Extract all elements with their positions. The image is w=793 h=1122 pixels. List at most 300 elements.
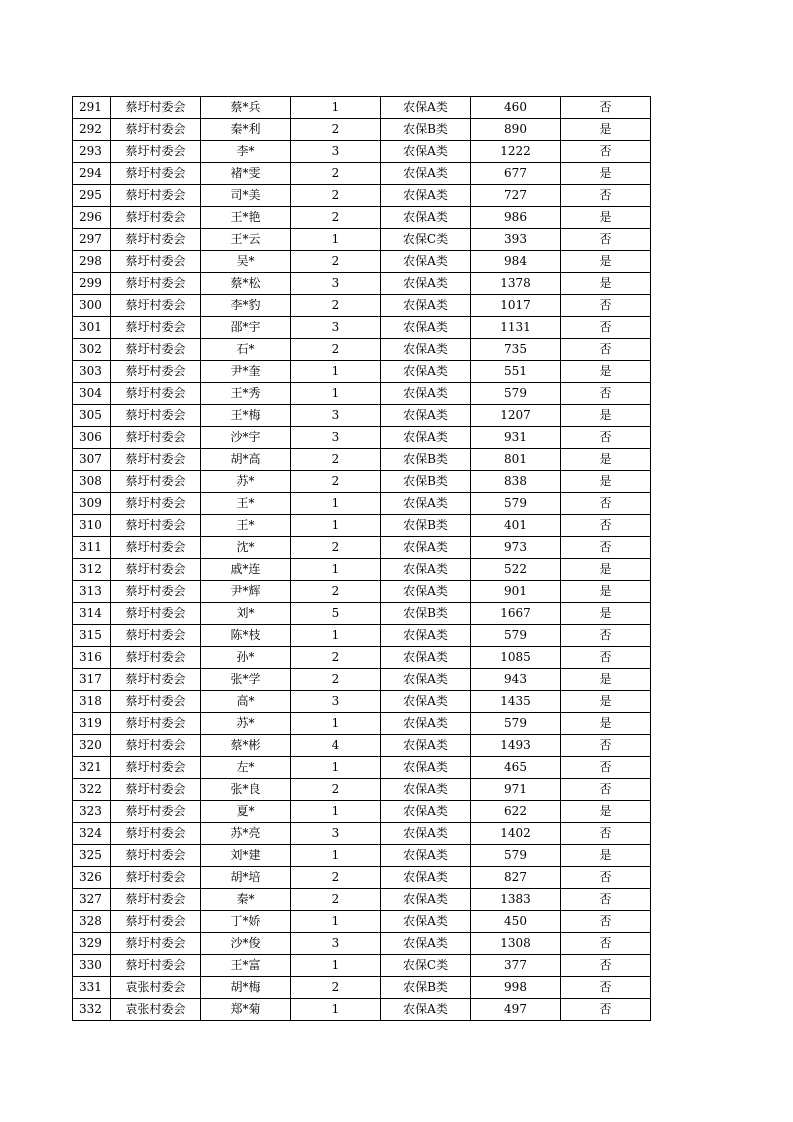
insurance-category-cell: 农保A类 bbox=[381, 757, 471, 779]
flag-yes-no-cell: 否 bbox=[561, 977, 651, 999]
person-name-cell: 王*云 bbox=[201, 229, 291, 251]
table-row bbox=[73, 185, 651, 207]
household-count-cell: 2 bbox=[291, 163, 381, 185]
amount-cell: 579 bbox=[471, 713, 561, 735]
household-count-cell: 2 bbox=[291, 537, 381, 559]
flag-yes-no-cell: 否 bbox=[561, 647, 651, 669]
village-committee-cell: 蔡圩村委会 bbox=[111, 449, 201, 471]
flag-yes-no-cell: 是 bbox=[561, 251, 651, 273]
amount-cell: 522 bbox=[471, 559, 561, 581]
table-row bbox=[73, 757, 651, 779]
row-number-cell: 313 bbox=[73, 581, 111, 603]
row-number-cell: 316 bbox=[73, 647, 111, 669]
insurance-category-cell: 农保A类 bbox=[381, 911, 471, 933]
amount-cell: 1667 bbox=[471, 603, 561, 625]
household-count-cell: 3 bbox=[291, 691, 381, 713]
row-number-cell: 292 bbox=[73, 119, 111, 141]
person-name-cell: 苏* bbox=[201, 471, 291, 493]
insurance-category-cell: 农保A类 bbox=[381, 405, 471, 427]
village-committee-cell: 蔡圩村委会 bbox=[111, 119, 201, 141]
insurance-category-cell: 农保A类 bbox=[381, 295, 471, 317]
household-count-cell: 4 bbox=[291, 735, 381, 757]
person-name-cell: 李* bbox=[201, 141, 291, 163]
village-committee-cell: 蔡圩村委会 bbox=[111, 163, 201, 185]
village-committee-cell: 蔡圩村委会 bbox=[111, 911, 201, 933]
village-committee-cell: 蔡圩村委会 bbox=[111, 735, 201, 757]
village-committee-cell: 蔡圩村委会 bbox=[111, 97, 201, 119]
row-number-cell: 323 bbox=[73, 801, 111, 823]
flag-yes-no-cell: 否 bbox=[561, 493, 651, 515]
amount-cell: 579 bbox=[471, 383, 561, 405]
household-count-cell: 1 bbox=[291, 713, 381, 735]
flag-yes-no-cell: 是 bbox=[561, 163, 651, 185]
flag-yes-no-cell: 否 bbox=[561, 999, 651, 1021]
flag-yes-no-cell: 否 bbox=[561, 317, 651, 339]
table-row bbox=[73, 647, 651, 669]
table-row bbox=[73, 405, 651, 427]
insurance-category-cell: 农保A类 bbox=[381, 493, 471, 515]
person-name-cell: 王*富 bbox=[201, 955, 291, 977]
row-number-cell: 321 bbox=[73, 757, 111, 779]
household-count-cell: 2 bbox=[291, 647, 381, 669]
village-committee-cell: 蔡圩村委会 bbox=[111, 229, 201, 251]
person-name-cell: 张*良 bbox=[201, 779, 291, 801]
insurance-category-cell: 农保B类 bbox=[381, 515, 471, 537]
amount-cell: 460 bbox=[471, 97, 561, 119]
table-row bbox=[73, 999, 651, 1021]
amount-cell: 377 bbox=[471, 955, 561, 977]
amount-cell: 735 bbox=[471, 339, 561, 361]
table-row bbox=[73, 383, 651, 405]
household-count-cell: 2 bbox=[291, 185, 381, 207]
row-number-cell: 326 bbox=[73, 867, 111, 889]
flag-yes-no-cell: 是 bbox=[561, 691, 651, 713]
flag-yes-no-cell: 否 bbox=[561, 889, 651, 911]
table-row bbox=[73, 691, 651, 713]
flag-yes-no-cell: 是 bbox=[561, 119, 651, 141]
household-count-cell: 3 bbox=[291, 933, 381, 955]
village-committee-cell: 蔡圩村委会 bbox=[111, 625, 201, 647]
table-row bbox=[73, 163, 651, 185]
amount-cell: 727 bbox=[471, 185, 561, 207]
household-count-cell: 3 bbox=[291, 141, 381, 163]
household-count-cell: 1 bbox=[291, 757, 381, 779]
amount-cell: 973 bbox=[471, 537, 561, 559]
person-name-cell: 戚*连 bbox=[201, 559, 291, 581]
table-row bbox=[73, 515, 651, 537]
village-committee-cell: 蔡圩村委会 bbox=[111, 383, 201, 405]
table-row bbox=[73, 801, 651, 823]
row-number-cell: 308 bbox=[73, 471, 111, 493]
insurance-category-cell: 农保A类 bbox=[381, 185, 471, 207]
village-committee-cell: 蔡圩村委会 bbox=[111, 691, 201, 713]
amount-cell: 1131 bbox=[471, 317, 561, 339]
person-name-cell: 高* bbox=[201, 691, 291, 713]
table-row bbox=[73, 955, 651, 977]
row-number-cell: 311 bbox=[73, 537, 111, 559]
amount-cell: 465 bbox=[471, 757, 561, 779]
table-row bbox=[73, 97, 651, 119]
person-name-cell: 秦*利 bbox=[201, 119, 291, 141]
village-committee-cell: 蔡圩村委会 bbox=[111, 471, 201, 493]
insurance-category-cell: 农保A类 bbox=[381, 889, 471, 911]
flag-yes-no-cell: 否 bbox=[561, 779, 651, 801]
person-name-cell: 石* bbox=[201, 339, 291, 361]
insurance-category-cell: 农保A类 bbox=[381, 999, 471, 1021]
village-committee-cell: 蔡圩村委会 bbox=[111, 845, 201, 867]
flag-yes-no-cell: 是 bbox=[561, 845, 651, 867]
village-committee-cell: 蔡圩村委会 bbox=[111, 713, 201, 735]
household-count-cell: 2 bbox=[291, 449, 381, 471]
flag-yes-no-cell: 是 bbox=[561, 449, 651, 471]
table-row bbox=[73, 207, 651, 229]
village-committee-cell: 蔡圩村委会 bbox=[111, 537, 201, 559]
insurance-category-cell: 农保B类 bbox=[381, 603, 471, 625]
person-name-cell: 沈* bbox=[201, 537, 291, 559]
insurance-category-cell: 农保A类 bbox=[381, 427, 471, 449]
flag-yes-no-cell: 否 bbox=[561, 185, 651, 207]
household-count-cell: 1 bbox=[291, 625, 381, 647]
village-committee-cell: 蔡圩村委会 bbox=[111, 295, 201, 317]
row-number-cell: 309 bbox=[73, 493, 111, 515]
table-row bbox=[73, 779, 651, 801]
insurance-category-cell: 农保A类 bbox=[381, 647, 471, 669]
amount-cell: 890 bbox=[471, 119, 561, 141]
table-row bbox=[73, 669, 651, 691]
row-number-cell: 296 bbox=[73, 207, 111, 229]
insurance-category-cell: 农保A类 bbox=[381, 163, 471, 185]
table-row bbox=[73, 471, 651, 493]
row-number-cell: 305 bbox=[73, 405, 111, 427]
village-committee-cell: 袁张村委会 bbox=[111, 999, 201, 1021]
household-count-cell: 1 bbox=[291, 383, 381, 405]
amount-cell: 497 bbox=[471, 999, 561, 1021]
flag-yes-no-cell: 否 bbox=[561, 295, 651, 317]
amount-cell: 1378 bbox=[471, 273, 561, 295]
household-count-cell: 1 bbox=[291, 911, 381, 933]
table-row bbox=[73, 581, 651, 603]
amount-cell: 677 bbox=[471, 163, 561, 185]
insurance-category-cell: 农保B类 bbox=[381, 119, 471, 141]
person-name-cell: 蔡*松 bbox=[201, 273, 291, 295]
village-committee-cell: 蔡圩村委会 bbox=[111, 493, 201, 515]
row-number-cell: 303 bbox=[73, 361, 111, 383]
flag-yes-no-cell: 是 bbox=[561, 559, 651, 581]
village-committee-cell: 蔡圩村委会 bbox=[111, 207, 201, 229]
household-count-cell: 2 bbox=[291, 251, 381, 273]
flag-yes-no-cell: 是 bbox=[561, 603, 651, 625]
row-number-cell: 291 bbox=[73, 97, 111, 119]
person-name-cell: 张*学 bbox=[201, 669, 291, 691]
table-body bbox=[73, 97, 651, 1021]
flag-yes-no-cell: 是 bbox=[561, 669, 651, 691]
flag-yes-no-cell: 否 bbox=[561, 757, 651, 779]
village-committee-cell: 蔡圩村委会 bbox=[111, 273, 201, 295]
insurance-category-cell: 农保A类 bbox=[381, 933, 471, 955]
table-row bbox=[73, 933, 651, 955]
household-count-cell: 1 bbox=[291, 801, 381, 823]
person-name-cell: 沙*宇 bbox=[201, 427, 291, 449]
table-row bbox=[73, 823, 651, 845]
village-committee-cell: 蔡圩村委会 bbox=[111, 603, 201, 625]
person-name-cell: 苏* bbox=[201, 713, 291, 735]
person-name-cell: 沙*俊 bbox=[201, 933, 291, 955]
table-row bbox=[73, 889, 651, 911]
row-number-cell: 297 bbox=[73, 229, 111, 251]
table-row bbox=[73, 295, 651, 317]
amount-cell: 579 bbox=[471, 625, 561, 647]
household-count-cell: 2 bbox=[291, 867, 381, 889]
insurance-category-cell: 农保B类 bbox=[381, 977, 471, 999]
household-count-cell: 3 bbox=[291, 823, 381, 845]
flag-yes-no-cell: 否 bbox=[561, 383, 651, 405]
insurance-category-cell: 农保A类 bbox=[381, 141, 471, 163]
household-count-cell: 2 bbox=[291, 295, 381, 317]
person-name-cell: 尹*辉 bbox=[201, 581, 291, 603]
flag-yes-no-cell: 否 bbox=[561, 735, 651, 757]
flag-yes-no-cell: 否 bbox=[561, 867, 651, 889]
amount-cell: 971 bbox=[471, 779, 561, 801]
household-count-cell: 2 bbox=[291, 339, 381, 361]
insurance-category-cell: 农保A类 bbox=[381, 669, 471, 691]
flag-yes-no-cell: 是 bbox=[561, 273, 651, 295]
person-name-cell: 王*秀 bbox=[201, 383, 291, 405]
village-committee-cell: 蔡圩村委会 bbox=[111, 317, 201, 339]
village-committee-cell: 蔡圩村委会 bbox=[111, 559, 201, 581]
table-row bbox=[73, 735, 651, 757]
row-number-cell: 302 bbox=[73, 339, 111, 361]
insurance-category-cell: 农保A类 bbox=[381, 383, 471, 405]
row-number-cell: 301 bbox=[73, 317, 111, 339]
insurance-category-cell: 农保A类 bbox=[381, 823, 471, 845]
village-committee-cell: 蔡圩村委会 bbox=[111, 339, 201, 361]
household-count-cell: 2 bbox=[291, 889, 381, 911]
village-committee-cell: 蔡圩村委会 bbox=[111, 823, 201, 845]
flag-yes-no-cell: 否 bbox=[561, 625, 651, 647]
village-committee-cell: 袁张村委会 bbox=[111, 977, 201, 999]
village-committee-cell: 蔡圩村委会 bbox=[111, 955, 201, 977]
village-committee-cell: 蔡圩村委会 bbox=[111, 405, 201, 427]
household-count-cell: 1 bbox=[291, 229, 381, 251]
row-number-cell: 327 bbox=[73, 889, 111, 911]
row-number-cell: 304 bbox=[73, 383, 111, 405]
row-number-cell: 293 bbox=[73, 141, 111, 163]
insurance-category-cell: 农保A类 bbox=[381, 845, 471, 867]
insurance-category-cell: 农保B类 bbox=[381, 449, 471, 471]
flag-yes-no-cell: 否 bbox=[561, 933, 651, 955]
row-number-cell: 332 bbox=[73, 999, 111, 1021]
row-number-cell: 300 bbox=[73, 295, 111, 317]
flag-yes-no-cell: 否 bbox=[561, 229, 651, 251]
table-row bbox=[73, 339, 651, 361]
flag-yes-no-cell: 否 bbox=[561, 97, 651, 119]
row-number-cell: 329 bbox=[73, 933, 111, 955]
insurance-category-cell: 农保A类 bbox=[381, 97, 471, 119]
table-row bbox=[73, 449, 651, 471]
table-row bbox=[73, 427, 651, 449]
table-row bbox=[73, 141, 651, 163]
row-number-cell: 322 bbox=[73, 779, 111, 801]
person-name-cell: 郑*菊 bbox=[201, 999, 291, 1021]
amount-cell: 801 bbox=[471, 449, 561, 471]
household-count-cell: 1 bbox=[291, 97, 381, 119]
flag-yes-no-cell: 否 bbox=[561, 537, 651, 559]
amount-cell: 1383 bbox=[471, 889, 561, 911]
flag-yes-no-cell: 否 bbox=[561, 141, 651, 163]
data-table bbox=[72, 96, 651, 1021]
amount-cell: 450 bbox=[471, 911, 561, 933]
row-number-cell: 298 bbox=[73, 251, 111, 273]
person-name-cell: 吴* bbox=[201, 251, 291, 273]
row-number-cell: 331 bbox=[73, 977, 111, 999]
person-name-cell: 王* bbox=[201, 493, 291, 515]
insurance-category-cell: 农保A类 bbox=[381, 779, 471, 801]
flag-yes-no-cell: 否 bbox=[561, 515, 651, 537]
amount-cell: 1308 bbox=[471, 933, 561, 955]
table-row bbox=[73, 559, 651, 581]
person-name-cell: 陈*枝 bbox=[201, 625, 291, 647]
row-number-cell: 295 bbox=[73, 185, 111, 207]
insurance-category-cell: 农保A类 bbox=[381, 867, 471, 889]
person-name-cell: 尹*奎 bbox=[201, 361, 291, 383]
village-committee-cell: 蔡圩村委会 bbox=[111, 581, 201, 603]
flag-yes-no-cell: 是 bbox=[561, 361, 651, 383]
household-count-cell: 5 bbox=[291, 603, 381, 625]
household-count-cell: 3 bbox=[291, 427, 381, 449]
village-committee-cell: 蔡圩村委会 bbox=[111, 779, 201, 801]
row-number-cell: 310 bbox=[73, 515, 111, 537]
household-count-cell: 1 bbox=[291, 493, 381, 515]
table-row bbox=[73, 119, 651, 141]
village-committee-cell: 蔡圩村委会 bbox=[111, 427, 201, 449]
row-number-cell: 312 bbox=[73, 559, 111, 581]
insurance-category-cell: 农保A类 bbox=[381, 537, 471, 559]
village-committee-cell: 蔡圩村委会 bbox=[111, 647, 201, 669]
table-row bbox=[73, 251, 651, 273]
row-number-cell: 294 bbox=[73, 163, 111, 185]
person-name-cell: 蔡*彬 bbox=[201, 735, 291, 757]
row-number-cell: 330 bbox=[73, 955, 111, 977]
household-count-cell: 3 bbox=[291, 405, 381, 427]
insurance-category-cell: 农保A类 bbox=[381, 713, 471, 735]
flag-yes-no-cell: 是 bbox=[561, 471, 651, 493]
amount-cell: 1493 bbox=[471, 735, 561, 757]
person-name-cell: 苏*亮 bbox=[201, 823, 291, 845]
person-name-cell: 胡*高 bbox=[201, 449, 291, 471]
insurance-category-cell: 农保A类 bbox=[381, 801, 471, 823]
amount-cell: 1207 bbox=[471, 405, 561, 427]
amount-cell: 998 bbox=[471, 977, 561, 999]
amount-cell: 984 bbox=[471, 251, 561, 273]
person-name-cell: 李*豹 bbox=[201, 295, 291, 317]
insurance-category-cell: 农保A类 bbox=[381, 317, 471, 339]
table-row bbox=[73, 537, 651, 559]
household-count-cell: 2 bbox=[291, 471, 381, 493]
amount-cell: 622 bbox=[471, 801, 561, 823]
flag-yes-no-cell: 否 bbox=[561, 339, 651, 361]
table-row bbox=[73, 625, 651, 647]
person-name-cell: 胡*培 bbox=[201, 867, 291, 889]
table-row bbox=[73, 229, 651, 251]
insurance-category-cell: 农保A类 bbox=[381, 691, 471, 713]
amount-cell: 827 bbox=[471, 867, 561, 889]
amount-cell: 1222 bbox=[471, 141, 561, 163]
amount-cell: 931 bbox=[471, 427, 561, 449]
row-number-cell: 318 bbox=[73, 691, 111, 713]
household-count-cell: 1 bbox=[291, 845, 381, 867]
table-row bbox=[73, 493, 651, 515]
village-committee-cell: 蔡圩村委会 bbox=[111, 889, 201, 911]
person-name-cell: 蔡*兵 bbox=[201, 97, 291, 119]
flag-yes-no-cell: 否 bbox=[561, 823, 651, 845]
insurance-category-cell: 农保C类 bbox=[381, 229, 471, 251]
village-committee-cell: 蔡圩村委会 bbox=[111, 757, 201, 779]
household-count-cell: 2 bbox=[291, 977, 381, 999]
row-number-cell: 314 bbox=[73, 603, 111, 625]
amount-cell: 393 bbox=[471, 229, 561, 251]
amount-cell: 579 bbox=[471, 493, 561, 515]
insurance-category-cell: 农保A类 bbox=[381, 339, 471, 361]
village-committee-cell: 蔡圩村委会 bbox=[111, 141, 201, 163]
household-count-cell: 1 bbox=[291, 955, 381, 977]
table-row bbox=[73, 911, 651, 933]
flag-yes-no-cell: 否 bbox=[561, 955, 651, 977]
amount-cell: 838 bbox=[471, 471, 561, 493]
person-name-cell: 胡*梅 bbox=[201, 977, 291, 999]
table-row bbox=[73, 361, 651, 383]
row-number-cell: 320 bbox=[73, 735, 111, 757]
household-count-cell: 2 bbox=[291, 779, 381, 801]
household-count-cell: 3 bbox=[291, 273, 381, 295]
amount-cell: 551 bbox=[471, 361, 561, 383]
flag-yes-no-cell: 是 bbox=[561, 405, 651, 427]
flag-yes-no-cell: 是 bbox=[561, 207, 651, 229]
household-count-cell: 2 bbox=[291, 119, 381, 141]
insurance-category-cell: 农保A类 bbox=[381, 581, 471, 603]
amount-cell: 1402 bbox=[471, 823, 561, 845]
table-row bbox=[73, 845, 651, 867]
amount-cell: 1017 bbox=[471, 295, 561, 317]
flag-yes-no-cell: 否 bbox=[561, 911, 651, 933]
village-committee-cell: 蔡圩村委会 bbox=[111, 251, 201, 273]
village-committee-cell: 蔡圩村委会 bbox=[111, 669, 201, 691]
person-name-cell: 王* bbox=[201, 515, 291, 537]
table-row bbox=[73, 713, 651, 735]
person-name-cell: 褚*雯 bbox=[201, 163, 291, 185]
row-number-cell: 306 bbox=[73, 427, 111, 449]
amount-cell: 943 bbox=[471, 669, 561, 691]
row-number-cell: 315 bbox=[73, 625, 111, 647]
person-name-cell: 刘*建 bbox=[201, 845, 291, 867]
row-number-cell: 325 bbox=[73, 845, 111, 867]
flag-yes-no-cell: 是 bbox=[561, 581, 651, 603]
insurance-category-cell: 农保A类 bbox=[381, 273, 471, 295]
person-name-cell: 丁*娇 bbox=[201, 911, 291, 933]
person-name-cell: 秦* bbox=[201, 889, 291, 911]
flag-yes-no-cell: 是 bbox=[561, 713, 651, 735]
village-committee-cell: 蔡圩村委会 bbox=[111, 801, 201, 823]
insurance-category-cell: 农保A类 bbox=[381, 735, 471, 757]
row-number-cell: 328 bbox=[73, 911, 111, 933]
amount-cell: 401 bbox=[471, 515, 561, 537]
table-row bbox=[73, 603, 651, 625]
insurance-category-cell: 农保A类 bbox=[381, 207, 471, 229]
household-count-cell: 2 bbox=[291, 207, 381, 229]
insurance-category-cell: 农保A类 bbox=[381, 251, 471, 273]
person-name-cell: 邵*宇 bbox=[201, 317, 291, 339]
household-count-cell: 1 bbox=[291, 361, 381, 383]
flag-yes-no-cell: 是 bbox=[561, 801, 651, 823]
